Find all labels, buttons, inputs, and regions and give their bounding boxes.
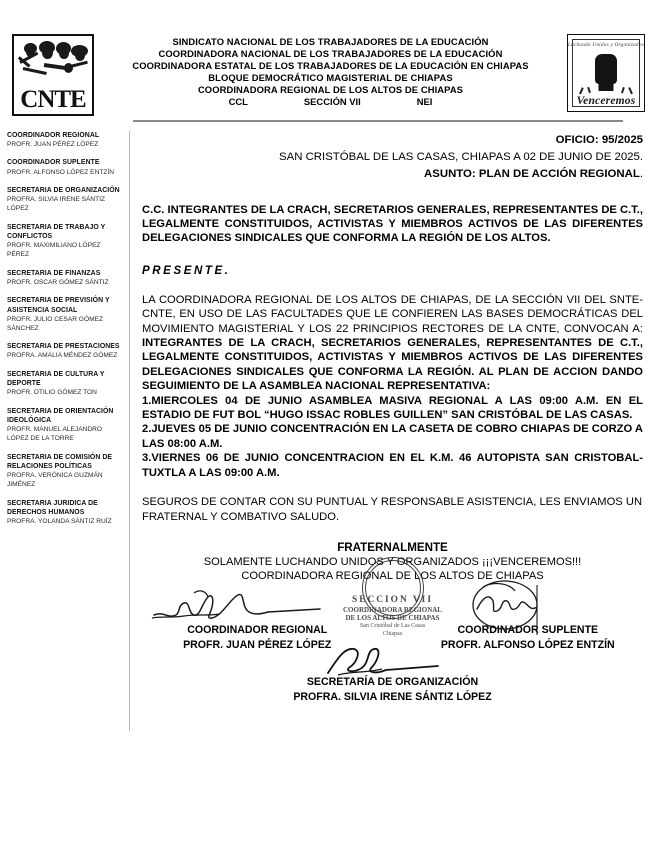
officer-role: SECRETARIA DE PRESTACIONES — [7, 343, 120, 351]
letterhead-titles — [94, 34, 567, 109]
officer-entry — [7, 453, 123, 489]
action-item: 3.VIERNES 06 DE JUNIO CONCENTRACION EN EL K.M. 46 AUTOPISTA SAN CRISTOBAL-TUXTLA A LAS 09:00 A.M. — [142, 452, 643, 479]
officer-entry — [7, 186, 123, 213]
officer-role: SECRETARIA JURIDICA DE DERECHOS HUMANOS — [7, 499, 98, 516]
officer-entry — [7, 131, 123, 149]
letter-body-emphasis: INTEGRANTES DE LA CRACH, SECRETARIOS GENERALES, REPRESENTANTES DE C.T., LEGALMENTE CONSTITUIDOS, ACTIVISTAS Y MIEMBROS ACTIVOS DE LAS DIFERENTES DELEGACIONES SINDICALES QUE CONFORMA LA REGIÓN. AL PLAN DE ACCION DANDO SEGUIMIENTO DE LA ASAMBLEA NACIONAL REPRESENTATIVA: — [142, 337, 643, 393]
officer-entry — [7, 223, 123, 259]
signature-center-name: PROFRA. SILVIA IRENE SÁNTIZ LÓPEZ — [293, 690, 492, 703]
officer-entry — [7, 158, 123, 176]
letterhead-line-3: COORDINADORA ESTATAL DE LOS TRABAJADORES DE LA EDUCACIÓN EN CHIAPAS — [132, 60, 529, 72]
venceremos-motto: Luchando Unidos y Organizados — [568, 42, 645, 48]
officer-name: PROFRA. VERÓNICA GUZMÁN JIMÉNEZ — [7, 472, 103, 489]
officers-sidebar — [0, 131, 130, 731]
letter-body-paragraph — [142, 293, 643, 394]
letter-subject — [142, 166, 643, 182]
letter-date: SAN CRISTÓBAL DE LAS CASAS, CHIAPAS A 02 DE JUNIO DE 2025. — [279, 150, 643, 163]
cnte-logo-icon — [12, 34, 94, 116]
cnte-logo-label: CNTE — [20, 86, 86, 113]
officer-role: COORDINADOR SUPLENTE — [7, 159, 100, 167]
action-item: 1.MIERCOLES 04 DE JUNIO ASAMBLEA MASIVA REGIONAL A LAS 09:00 A.M. EN EL ESTADIO DE FUT BOL “HUGO ISSAC ROBLES GUILLEN” SAN CRISTÓBAL DE LAS CASAS. — [142, 394, 643, 422]
officer-role: SECRETARIA DE TRABAJO Y CONFLICTOS — [7, 223, 106, 240]
officer-entry — [7, 342, 123, 360]
presente-label: PRESENTE. — [142, 264, 231, 277]
signature-right-role: COORDINADOR SUPLENTE — [457, 623, 599, 636]
officer-name: PROFR. ALFONSO LÓPEZ ENTZÍN — [7, 168, 114, 176]
officer-role: SECRETARIA DE ORGANIZACIÓN — [7, 187, 120, 194]
burst-graphic — [577, 87, 635, 94]
seal-line-3: DE LOS ALTOS DE CHIAPAS — [345, 613, 440, 622]
fraternalmente-heading: FRATERNALMENTE — [337, 540, 448, 554]
document-body — [0, 122, 659, 731]
slogan-line-2: COORDINADORA REGIONAL DE LOS ALTOS DE CHIAPAS — [241, 569, 544, 582]
letterhead-line-4: BLOQUE DEMOCRÁTICO MAGISTERIAL DE CHIAPAS — [208, 72, 453, 84]
officer-role: SECRETARIA DE CULTURA Y DEPORTE — [7, 370, 105, 388]
officer-name: PROFR. JULIO CESAR GÓMEZ SÁNCHEZ — [7, 315, 103, 332]
officer-name: PROFR. MAXIMILIANO LÓPEZ PÉREZ — [7, 242, 101, 259]
letter-subject-period: . — [639, 167, 643, 180]
officer-role: SECRETARIA DE COMISIÓN DE RELACIONES POLÍTICAS — [7, 453, 112, 470]
signature-center-role: SECRETARÍA DE ORGANIZACIÓN — [306, 675, 479, 688]
officer-name: PROFR. JUAN PÉREZ LÓPEZ — [7, 140, 99, 148]
officer-name: PROFRA. YOLANDA SÁNTIZ RUÍZ — [7, 518, 112, 526]
officer-name: PROFR. MANUEL ALEJANDRO LÓPEZ DE LA TORRE — [7, 426, 103, 443]
officer-entry — [7, 499, 123, 526]
letterhead-section-seccion: SECCIÓN VII — [303, 96, 361, 108]
letterhead-section-ccl: CCL — [228, 96, 248, 108]
seal-line-5: Chiapas — [382, 630, 403, 637]
signature-right-name: PROFR. ALFONSO LÓPEZ ENTZÍN — [440, 638, 615, 651]
slogan-line-1: SOLAMENTE LUCHANDO UNIDOS Y ORGANIZADOS ¡¡¡VENCEREMOS!!! — [203, 555, 582, 568]
officer-entry — [7, 269, 123, 287]
signature-left-role: COORDINADOR REGIONAL — [187, 623, 328, 636]
letter-content — [130, 131, 659, 731]
letter-addressee: C.C. INTEGRANTES DE LA CRACH, SECRETARIOS GENERALES, REPRESENTANTES DE C.T., LEGALMENTE CONSTITUIDOS, ACTIVISTAS Y MIEMBROS ACTIVOS DE LAS DIFERENTES DELEGACIONES SINDICALES QUE CONFORMA LA REGIÓN DE LOS ALTOS. — [142, 203, 643, 245]
officer-role: COORDINADOR REGIONAL — [7, 131, 100, 139]
signature-center — [142, 675, 643, 705]
signature-block — [142, 541, 643, 705]
oficio-number: OFICIO: 95/2025 — [555, 133, 643, 146]
officer-role: SECRETARIA DE ORIENTACIÓN IDEOLÓGICA — [7, 407, 114, 425]
cnte-figures-graphic — [18, 41, 88, 81]
letterhead — [0, 0, 659, 116]
letter-closing: SEGUROS DE CONTAR CON SU PUNTUAL Y RESPONSABLE ASISTENCIA, LES ENVIAMOS UN FRATERNAL Y COMBATIVO SALUDO. — [142, 496, 643, 523]
seal-line-4: San Cristóbal de Las Casas — [359, 622, 426, 629]
seal-line-2: COORDINADORA REGIONAL — [343, 605, 442, 614]
officer-name: PROFR. OSCAR GÓMEZ SÁNTIZ — [7, 278, 109, 286]
officer-name: PROFRA. SILVIA IRENE SÁNTIZ LÓPEZ — [7, 196, 106, 213]
signature-left-name: PROFR. JUAN PÉREZ LÓPEZ — [183, 638, 332, 651]
letter-subject-text: ASUNTO: PLAN DE ACCIÓN REGIONAL — [424, 167, 640, 180]
action-item: 2.JUEVES 05 DE JUNIO CONCENTRACIÓN EN LA CASETA DE COBRO CHIAPAS DE CORZO A LAS 08:00 A.M. — [142, 423, 643, 450]
letterhead-sections — [100, 96, 561, 109]
officer-name: PROFR. OTILIO GÓMEZ TON — [7, 389, 97, 397]
officer-role: SECRETARIA DE FINANZAS — [7, 269, 101, 277]
officer-entry — [7, 407, 123, 443]
officer-name: PROFRA. AMALIA MÉNDEZ GÓMEZ — [7, 352, 118, 360]
officer-role: SECRETARIA DE PREVISIÓN Y ASISTENCIA SOCIAL — [7, 297, 110, 314]
letter-body-lead: LA COORDINADORA REGIONAL DE LOS ALTOS DE CHIAPAS, DE LA SECCIÓN VII DEL SNTE-CNTE, EN USO DE LAS FACULTADES QUE LE CONFIEREN LAS BASES DEMOCRÁTICAS DEL MOVIMIENTO MAGISTERIAL Y LOS 22 PRINCIPIOS RECTORES DE LA CNTE, CONVOCAN A: — [142, 293, 643, 335]
signature-left — [142, 623, 372, 653]
signature-row — [142, 623, 643, 653]
handwritten-signature-left — [150, 585, 330, 625]
letterhead-line-1: SINDICATO NACIONAL DE LOS TRABAJADORES DE LA EDUCACIÓN — [172, 36, 489, 47]
seal-line-1: SECCION VII — [352, 594, 433, 605]
venceremos-logo-icon — [567, 34, 645, 112]
letterhead-line-5: COORDINADORA REGIONAL DE LOS ALTOS DE CHIAPAS — [197, 84, 464, 96]
signature-right — [413, 623, 643, 653]
letterhead-line-2: COORDINADORA NACIONAL DE LOS TRABAJADORES DE LA EDUCACIÓN — [158, 48, 503, 60]
venceremos-label: Venceremos — [576, 95, 636, 107]
letterhead-section-nei: NEI — [416, 96, 433, 108]
officer-entry — [7, 370, 123, 397]
officer-entry — [7, 296, 123, 332]
